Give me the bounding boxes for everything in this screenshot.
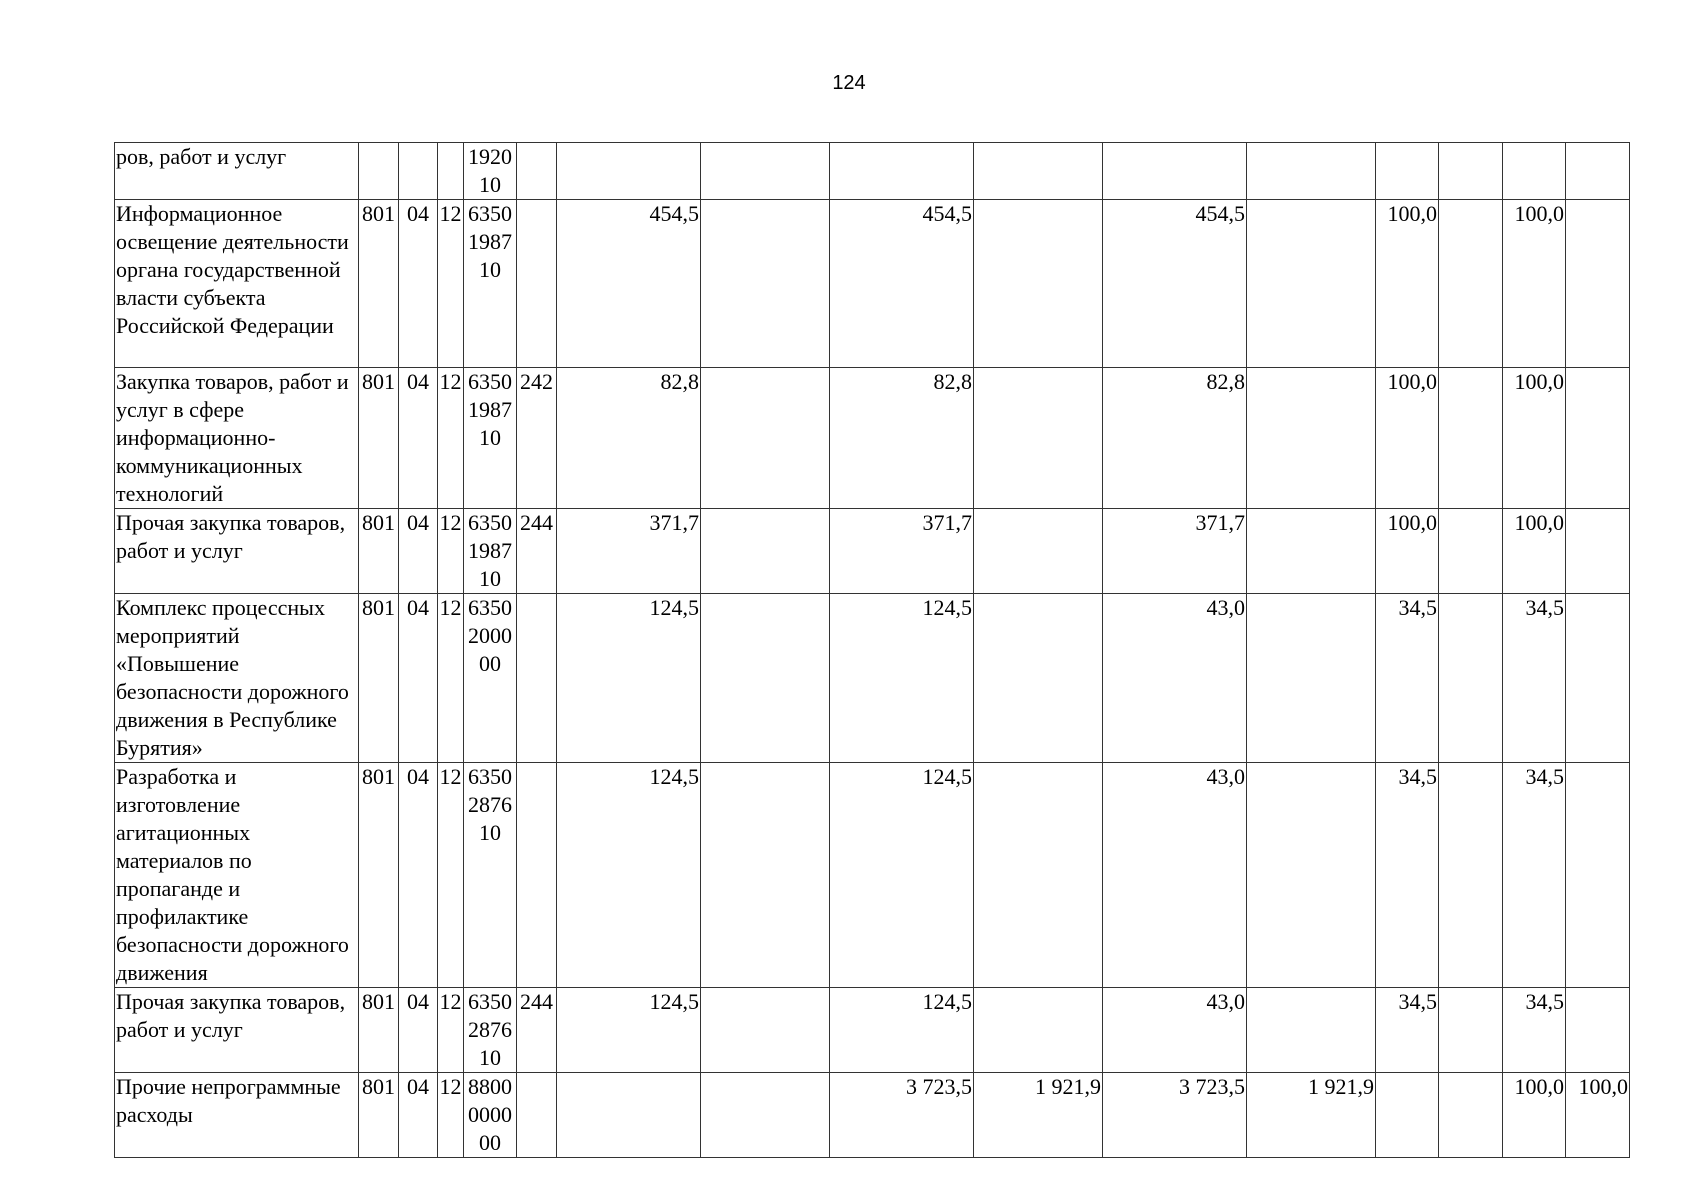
- target-article-code: [464, 509, 517, 594]
- csr-part: 0000: [468, 1102, 512, 1127]
- amount-cell: 371,7: [1103, 509, 1247, 594]
- amount-cell: [1247, 143, 1376, 200]
- ved-code: [359, 143, 399, 200]
- amount-cell: [701, 143, 830, 200]
- amount-cell: [701, 509, 830, 594]
- target-article-code: [464, 200, 517, 368]
- section-code: 04: [399, 594, 438, 763]
- amount-cell: [701, 763, 830, 988]
- csr-part: 8800: [468, 1074, 512, 1099]
- amount-cell: 454,5: [1103, 200, 1247, 368]
- page-number: 124: [832, 72, 866, 94]
- amount-cell: 1 921,9: [1247, 1073, 1376, 1158]
- expense-type-code: 242: [517, 368, 557, 509]
- percent-cell: 34,5: [1503, 594, 1566, 763]
- amount-cell: [1247, 200, 1376, 368]
- csr-part: 1987: [468, 397, 512, 422]
- csr-part: 10: [479, 566, 501, 591]
- amount-cell: [974, 368, 1103, 509]
- amount-cell: 454,5: [557, 200, 701, 368]
- row-name: ров, работ и услуг: [115, 143, 359, 200]
- section-code: 04: [399, 763, 438, 988]
- section-code: 04: [399, 1073, 438, 1158]
- percent-cell: [1439, 143, 1503, 200]
- percent-cell: [1566, 988, 1630, 1073]
- csr-part: 6350: [468, 764, 512, 789]
- subsection-code: 12: [438, 1073, 464, 1158]
- ved-code: 801: [359, 1073, 399, 1158]
- table-row: [115, 143, 1630, 200]
- percent-cell: 34,5: [1503, 763, 1566, 988]
- subsection-code: 12: [438, 509, 464, 594]
- csr-part: 6350: [468, 201, 512, 226]
- section-code: 04: [399, 509, 438, 594]
- csr-part: 1987: [468, 229, 512, 254]
- percent-cell: [1566, 763, 1630, 988]
- amount-cell: 82,8: [557, 368, 701, 509]
- target-article-code: [464, 763, 517, 988]
- amount-cell: 82,8: [830, 368, 974, 509]
- percent-cell: [1439, 988, 1503, 1073]
- amount-cell: 124,5: [557, 594, 701, 763]
- target-article-code: [464, 143, 517, 200]
- csr-part: 10: [479, 820, 501, 845]
- expense-type-code: [517, 143, 557, 200]
- amount-cell: [701, 594, 830, 763]
- subsection-code: 12: [438, 988, 464, 1073]
- percent-cell: [1439, 368, 1503, 509]
- table-row: [115, 1073, 1630, 1158]
- percent-cell: 100,0: [1503, 200, 1566, 368]
- percent-cell: 100,0: [1503, 368, 1566, 509]
- csr-part: 6350: [468, 989, 512, 1014]
- amount-cell: [701, 200, 830, 368]
- amount-cell: [1247, 763, 1376, 988]
- amount-cell: 43,0: [1103, 763, 1247, 988]
- amount-cell: [974, 763, 1103, 988]
- row-name: Комплекс процессных мероприятий «Повышение безопасности дорожного движения в Республике Бурятия»: [115, 594, 359, 763]
- percent-cell: [1439, 200, 1503, 368]
- amount-cell: [701, 1073, 830, 1158]
- subsection-code: 12: [438, 763, 464, 988]
- amount-cell: [974, 988, 1103, 1073]
- csr-part: 00: [479, 651, 501, 676]
- target-article-code: [464, 594, 517, 763]
- expense-type-code: 244: [517, 509, 557, 594]
- section-code: [399, 143, 438, 200]
- table-row: [115, 200, 1630, 368]
- expense-type-code: [517, 763, 557, 988]
- subsection-code: [438, 143, 464, 200]
- section-code: 04: [399, 368, 438, 509]
- table-row: [115, 594, 1630, 763]
- percent-cell: [1376, 143, 1439, 200]
- subsection-code: 12: [438, 368, 464, 509]
- percent-cell: [1439, 763, 1503, 988]
- percent-cell: 100,0: [1376, 200, 1439, 368]
- percent-cell: 34,5: [1376, 594, 1439, 763]
- amount-cell: 124,5: [557, 763, 701, 988]
- amount-cell: 371,7: [830, 509, 974, 594]
- csr-part: 10: [479, 257, 501, 282]
- csr-part: 6350: [468, 595, 512, 620]
- section-code: 04: [399, 988, 438, 1073]
- row-name: Прочие непрограммные расходы: [115, 1073, 359, 1158]
- amount-cell: [1247, 509, 1376, 594]
- percent-cell: 100,0: [1376, 368, 1439, 509]
- percent-cell: [1566, 368, 1630, 509]
- csr-part: 2876: [468, 1017, 512, 1042]
- amount-cell: 1 921,9: [974, 1073, 1103, 1158]
- amount-cell: 3 723,5: [830, 1073, 974, 1158]
- section-code: 04: [399, 200, 438, 368]
- amount-cell: 124,5: [830, 988, 974, 1073]
- percent-cell: [1566, 509, 1630, 594]
- percent-cell: [1439, 1073, 1503, 1158]
- amount-cell: [1247, 368, 1376, 509]
- percent-cell: 34,5: [1376, 988, 1439, 1073]
- amount-cell: [701, 988, 830, 1073]
- amount-cell: [1247, 594, 1376, 763]
- amount-cell: [701, 368, 830, 509]
- percent-cell: [1566, 594, 1630, 763]
- amount-cell: [974, 509, 1103, 594]
- row-name: Прочая закупка товаров, работ и услуг: [115, 509, 359, 594]
- percent-cell: 100,0: [1376, 509, 1439, 594]
- row-name: Разработка и изготовление агитационных материалов по пропаганде и профилактике безопасности дорожного движения: [115, 763, 359, 988]
- expense-type-code: 244: [517, 988, 557, 1073]
- csr-part: 10: [479, 172, 501, 197]
- row-name: Закупка товаров, работ и услуг в сфере информационно-коммуникационных технологий: [115, 368, 359, 509]
- percent-cell: 100,0: [1566, 1073, 1630, 1158]
- amount-cell: 3 723,5: [1103, 1073, 1247, 1158]
- subsection-code: 12: [438, 594, 464, 763]
- ved-code: 801: [359, 988, 399, 1073]
- expense-type-code: [517, 200, 557, 368]
- amount-cell: [1103, 143, 1247, 200]
- amount-cell: 43,0: [1103, 594, 1247, 763]
- table-row: [115, 368, 1630, 509]
- csr-part: 2876: [468, 792, 512, 817]
- csr-part: 10: [479, 1045, 501, 1070]
- amount-cell: [974, 594, 1103, 763]
- ved-code: 801: [359, 509, 399, 594]
- amount-cell: [974, 200, 1103, 368]
- row-name: Информационное освещение деятельности органа государственной власти субъекта Российской Федерации: [115, 200, 359, 368]
- subsection-code: 12: [438, 200, 464, 368]
- table-row: [115, 509, 1630, 594]
- ved-code: 801: [359, 368, 399, 509]
- amount-cell: 124,5: [830, 594, 974, 763]
- csr-part: 2000: [468, 623, 512, 648]
- amount-cell: [1247, 988, 1376, 1073]
- percent-cell: [1503, 143, 1566, 200]
- percent-cell: [1566, 200, 1630, 368]
- ved-code: 801: [359, 200, 399, 368]
- row-name: Прочая закупка товаров, работ и услуг: [115, 988, 359, 1073]
- csr-part: 6350: [468, 510, 512, 535]
- amount-cell: [557, 1073, 701, 1158]
- ved-code: 801: [359, 594, 399, 763]
- amount-cell: [557, 143, 701, 200]
- percent-cell: 34,5: [1503, 988, 1566, 1073]
- csr-part: 10: [479, 425, 501, 450]
- percent-cell: 100,0: [1503, 509, 1566, 594]
- target-article-code: [464, 988, 517, 1073]
- target-article-code: [464, 1073, 517, 1158]
- table-row: [115, 763, 1630, 988]
- table-row: [115, 988, 1630, 1073]
- percent-cell: [1566, 143, 1630, 200]
- csr-part: 1920: [468, 144, 512, 169]
- ved-code: 801: [359, 763, 399, 988]
- csr-part: 00: [479, 1130, 501, 1155]
- budget-table: [114, 142, 1630, 1158]
- expense-type-code: [517, 594, 557, 763]
- percent-cell: 34,5: [1376, 763, 1439, 988]
- percent-cell: [1439, 594, 1503, 763]
- amount-cell: 371,7: [557, 509, 701, 594]
- percent-cell: 100,0: [1503, 1073, 1566, 1158]
- amount-cell: [974, 143, 1103, 200]
- percent-cell: [1376, 1073, 1439, 1158]
- amount-cell: [830, 143, 974, 200]
- amount-cell: 454,5: [830, 200, 974, 368]
- expense-type-code: [517, 1073, 557, 1158]
- amount-cell: 124,5: [830, 763, 974, 988]
- percent-cell: [1439, 509, 1503, 594]
- target-article-code: [464, 368, 517, 509]
- amount-cell: 43,0: [1103, 988, 1247, 1073]
- csr-part: 1987: [468, 538, 512, 563]
- amount-cell: 124,5: [557, 988, 701, 1073]
- csr-part: 6350: [468, 369, 512, 394]
- amount-cell: 82,8: [1103, 368, 1247, 509]
